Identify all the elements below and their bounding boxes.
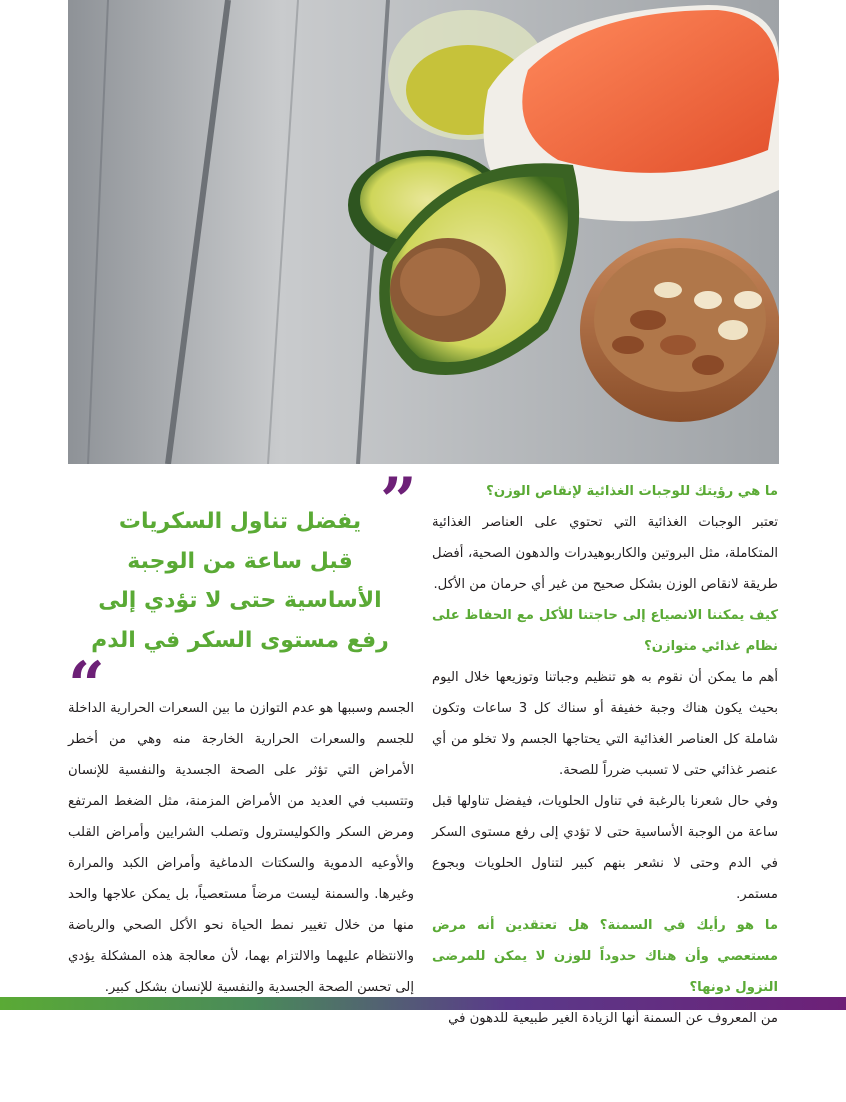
answer-1: تعتبر الوجبات الغذائية التي تحتوي على العناصر الغذائية المتكاملة، مثل البروتين والكاربوهيدرات والدهون الصحية، أفضل طريقة لانقاص الوزن بشكل صحيح من غير أي حرمان من الأكل. — [432, 515, 778, 592]
answer-2: أهم ما يمكن أن نقوم به هو تنظيم وجباتنا وتوزيعها خلال اليوم بحيث يكون هناك وجبة خفيفة أو سناك كل 3 ساعات وتكون شاملة كل العناصر الغذائية التي يحتاجها الجسم ولا تخلو من أي عنصر غذائي حتى لا تسبب ضرراً للصحة. — [432, 670, 778, 778]
answer-3: من المعروف عن السمنة أنها الزيادة الغير طبيعية للدهون في — [448, 1011, 778, 1026]
hero-photo — [68, 0, 779, 464]
article-left-column — [68, 693, 414, 1003]
article-right-column — [432, 476, 778, 1034]
pull-quote-line: قبل ساعة من الوجبة — [127, 548, 353, 574]
question-1: ما هي رؤيتك للوجبات الغذائية لإنقاص الوزن؟ — [486, 484, 778, 499]
question-2: كيف يمكننا الانصياع إلى حاجتنا للأكل مع الحفاظ على نظام غذائي متوازن؟ — [432, 608, 778, 654]
quote-open-mark: ” — [380, 464, 417, 539]
question-3: ما هو رأيك في السمنة؟ هل تعتقدين أنه مرض مستعصي وأن هناك حدوداً للوزن لا يمكن للمرضى النزول دونها؟ — [432, 918, 778, 995]
pull-quote-line: الأساسية حتى لا تؤدي إلى — [98, 588, 382, 613]
food-photo-icon — [68, 0, 779, 464]
answer-3-continued: الجسم وسببها هو عدم التوازن ما بين السعرات الحرارية الداخلة للجسم والسعرات الحرارية الخارجة منه وهي من أخطر الأمراض التي تؤثر على الصحة الجسدية والنفسية للإنسان وتتسبب في العديد من الأمراض المزمنة، مثل الضغط المرتفع ومرض السكر والكوليسترول وتصلب الشرايين وأمراض القلب والأوعيه الدموية والسكتات الدماغية وأمراض الكبد والمرارة وغيرها. والسمنة ليست مرضاً مستعصياً، بل يمكن علاجها والحد منها من خلال تغيير نمط الحياة نحو الأكل الصحي والرياضة والانتظام عليهما والالتزام بهما، لأن معالجة هذه المشكلة يؤدي إلى تحسن الصحة الجسدية والنفسية للإنسان بشكل كبير. — [68, 701, 414, 995]
answer-2b: وفي حال شعرنا بالرغبة في تناول الحلويات، فيفضل تناولها قبل ساعة من الوجبة الأساسية حتى لا تؤدي إلى رفع مستوى السكر في الدم وحتى لا نشعر بنهم كبير لتناول الحلويات وبجوع مستمر. — [432, 794, 778, 902]
quote-close-mark: “ — [68, 648, 105, 723]
footer-gradient-bar — [0, 997, 846, 1010]
pull-quote-line: رفع مستوى السكر في الدم — [91, 627, 389, 653]
pull-quote-line: يفضل تناول السكريات — [118, 509, 362, 534]
pull-quote — [90, 502, 390, 660]
